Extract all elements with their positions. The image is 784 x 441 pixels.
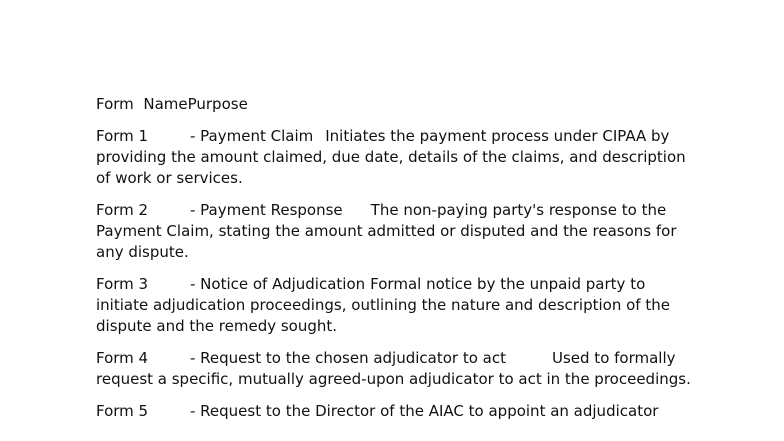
- form-number: Form 1: [96, 127, 149, 145]
- table-header: [96, 94, 248, 115]
- form-entry-1: [96, 126, 696, 189]
- form-entry-5: [96, 401, 696, 422]
- form-name: - Notice of Adjudication: [190, 275, 366, 293]
- form-number: Form 2: [96, 201, 149, 219]
- form-purpose: Formal notice by the unpaid party to initiate adjudication proceedings, outlining the nature and description of the dispute and the remedy sought.: [96, 275, 670, 335]
- form-entry-2: [96, 200, 696, 263]
- form-entry-4: [96, 348, 696, 390]
- form-name: - Request to the chosen adjudicator to act: [190, 349, 506, 367]
- form-purpose: The non-paying party's response to the Payment Claim, stating the amount admitted or disputed and the reasons for any dispute.: [96, 201, 677, 261]
- header-name-purpose-label: NamePurpose: [143, 95, 248, 113]
- form-number: Form 5: [96, 402, 149, 420]
- form-purpose: Used to formally request a specific, mutually agreed-upon adjudicator to act in the proceedings.: [96, 349, 691, 388]
- form-name: - Payment Claim: [190, 127, 314, 145]
- form-name: - Request to the Director of the AIAC to appoint an adjudicator: [190, 402, 659, 420]
- form-number: Form 3: [96, 275, 149, 293]
- header-form-label: Form: [96, 95, 134, 113]
- form-purpose: Initiates the payment process under CIPAA by providing the amount claimed, due date, details of the claims, and description of work or services.: [96, 127, 686, 187]
- form-number: Form 4: [96, 349, 149, 367]
- form-name: - Payment Response: [190, 201, 343, 219]
- form-entry-3: [96, 274, 696, 337]
- form-list: [96, 126, 696, 433]
